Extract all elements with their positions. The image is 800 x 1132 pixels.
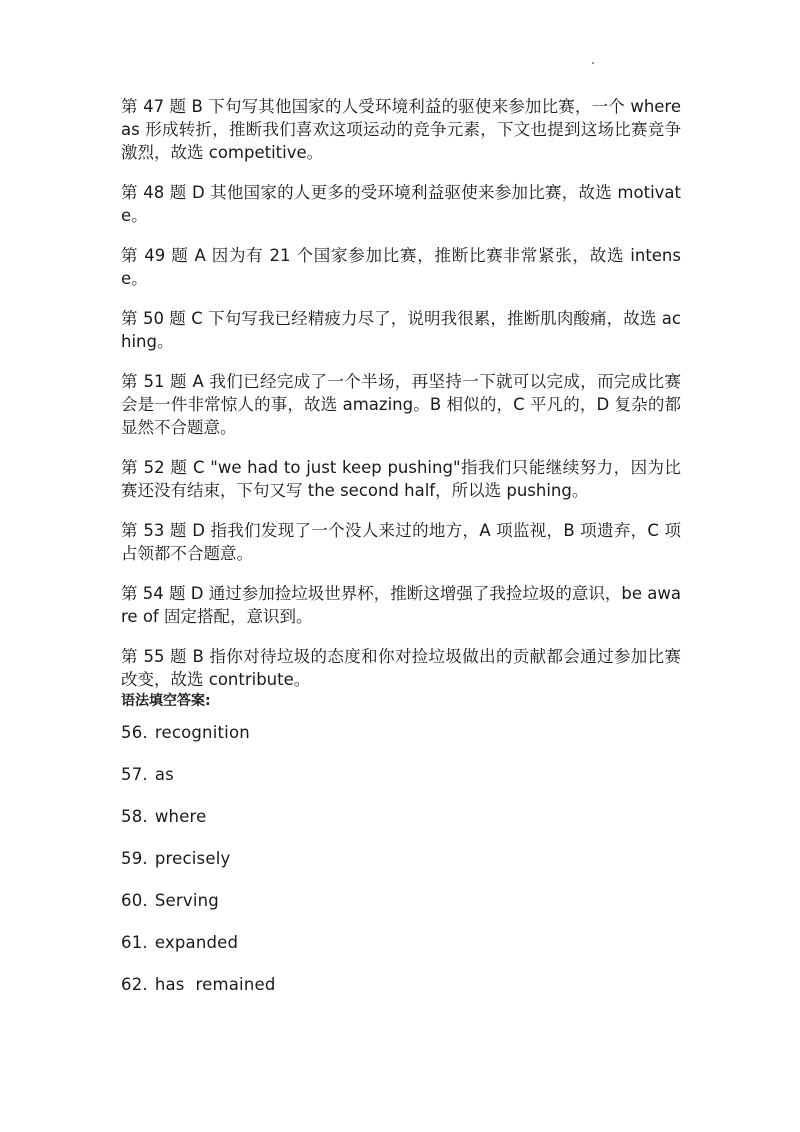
explanation-49: 第 49 题 A 因为有 21 个国家参加比赛，推断比赛非常紧张，故选 intense。 bbox=[121, 246, 681, 288]
explanation-51: 第 51 题 A 我们已经完成了一个半场，再坚持一下就可以完成，而完成比赛会是一件非常惊人的事，故选 amazing。B 相似的，C 平凡的，D 复杂的都显然不合题意。 bbox=[121, 372, 681, 437]
page-mark bbox=[592, 62, 594, 64]
answer-word: expanded bbox=[154, 933, 239, 952]
answer-60 bbox=[121, 891, 681, 911]
answer-number: 59. bbox=[121, 849, 148, 868]
answer-word: precisely bbox=[154, 849, 231, 868]
explanation-54: 第 54 题 D 通过参加捡垃圾世界杯，推断这增强了我捡垃圾的意识，be aware of 固定搭配，意识到。 bbox=[121, 584, 681, 626]
explanation-47: 第 47 题 B 下句写其他国家的人受环境利益的驱使来参加比赛，一个 whereas 形成转折，推断我们喜欢这项运动的竞争元素，下文也提到这场比赛竞争激烈，故选 competitive。 bbox=[121, 97, 681, 162]
explanation-55: 第 55 题 B 指你对待垃圾的态度和你对捡垃圾做出的贡献都会通过参加比赛改变，故选 contribute。 bbox=[121, 647, 681, 689]
explanation-52: 第 52 题 C "we had to just keep pushing"指我们只能继续努力，因为比赛还没有结束，下句又写 the second half，所以选 pushing。 bbox=[121, 458, 681, 500]
explanation-50: 第 50 题 C 下句写我已经精疲力尽了，说明我很累，推断肌肉酸痛，故选 aching。 bbox=[121, 309, 681, 351]
explanation-53: 第 53 题 D 指我们发现了一个没人来过的地方，A 项监视，B 项遗弃，C 项占领都不合题意。 bbox=[121, 521, 681, 563]
answer-61 bbox=[121, 933, 681, 953]
answer-number: 57. bbox=[121, 765, 148, 784]
answer-word: recognition bbox=[154, 723, 250, 742]
answer-word: where bbox=[154, 807, 207, 826]
answer-58 bbox=[121, 807, 681, 827]
answer-number: 60. bbox=[121, 891, 148, 910]
answer-number: 56. bbox=[121, 723, 148, 742]
answer-56 bbox=[121, 723, 681, 743]
grammar-section-title: 语法填空答案: bbox=[121, 693, 211, 709]
answer-word: as bbox=[154, 765, 174, 784]
answer-number: 61. bbox=[121, 933, 148, 952]
answer-word: has remained bbox=[154, 975, 276, 994]
answer-number: 62. bbox=[121, 975, 148, 994]
answer-62 bbox=[121, 975, 681, 995]
answer-number: 58. bbox=[121, 807, 148, 826]
document-content bbox=[121, 95, 681, 1017]
answer-word: Serving bbox=[154, 891, 219, 910]
answer-59 bbox=[121, 849, 681, 869]
explanation-48: 第 48 题 D 其他国家的人更多的受环境利益驱使来参加比赛，故选 motivate。 bbox=[121, 183, 681, 225]
answer-57 bbox=[121, 765, 681, 785]
